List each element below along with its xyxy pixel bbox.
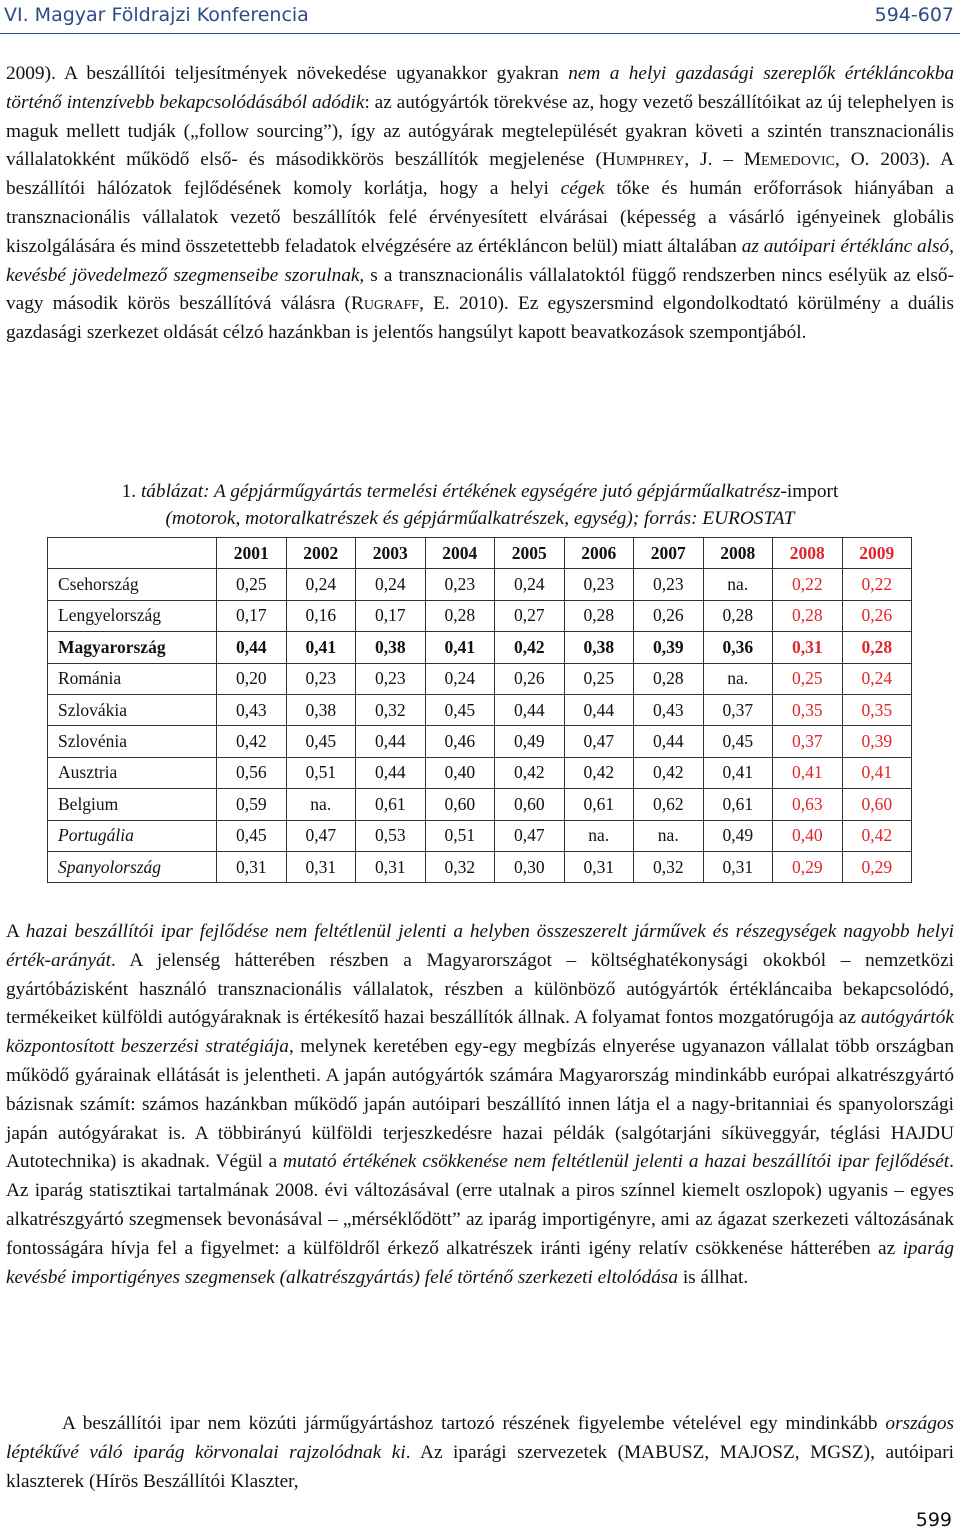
header-year-cell: 2002 bbox=[286, 538, 356, 569]
value-cell: 0,45 bbox=[703, 726, 773, 757]
value-cell: 0,44 bbox=[356, 757, 426, 788]
table-row bbox=[48, 632, 912, 663]
value-cell: 0,23 bbox=[634, 569, 704, 600]
value-cell: 0,44 bbox=[217, 632, 287, 663]
value-cell: 0,39 bbox=[842, 726, 912, 757]
table-row bbox=[48, 600, 912, 631]
value-cell: 0,32 bbox=[425, 851, 495, 882]
table-caption bbox=[6, 478, 954, 532]
value-cell: 0,56 bbox=[217, 757, 287, 788]
paragraph-1 bbox=[6, 60, 954, 348]
value-cell: 0,42 bbox=[842, 820, 912, 851]
value-cell: 0,47 bbox=[564, 726, 634, 757]
value-cell: 0,38 bbox=[286, 694, 356, 725]
text-span: . A jelenség hátterében részben a Magyarországot – költséghatékonysági okokból – nemzetközi gyártóbázisként használó transznacionális vállalatok, részben a különböző autógyártók értékláncaiba bekapcsolódó, termékeiket külföldi autógyáraknak is értékesítő hazai beszállítók állnak. A folyamat fontos mozgatórugója az bbox=[6, 949, 954, 1029]
value-cell: 0,41 bbox=[773, 757, 843, 788]
value-cell: 0,41 bbox=[286, 632, 356, 663]
running-header bbox=[0, 0, 960, 34]
value-cell: 0,46 bbox=[425, 726, 495, 757]
value-cell: 0,16 bbox=[286, 600, 356, 631]
text-span: tőke és humán erőforrások hiányában a transznacionális vállalatok vezető beszállítók felé érvényesített elvárásai (képesség a vásárló igényeinek globális kiszolgálására és mind összetettebb feladatok elvégzésére az értékláncon belül) miatt általában bbox=[6, 178, 954, 257]
emphasis-span: autógyártók központosított beszerzési stratégiája bbox=[6, 1007, 954, 1058]
value-cell: 0,42 bbox=[564, 757, 634, 788]
table-row bbox=[48, 726, 912, 757]
value-cell: 0,27 bbox=[495, 600, 565, 631]
emphasis-span: az autóipari értéklánc alsó, kevésbé jövedelmező szegmenseibe szorulnak bbox=[6, 235, 954, 286]
header-year-cell: 2004 bbox=[425, 538, 495, 569]
header-year-cell: 2001 bbox=[217, 538, 287, 569]
value-cell: 0,17 bbox=[217, 600, 287, 631]
value-cell: 0,30 bbox=[495, 851, 565, 882]
value-cell: 0,31 bbox=[773, 632, 843, 663]
country-cell: Belgium bbox=[48, 789, 217, 820]
value-cell: 0,25 bbox=[773, 663, 843, 694]
value-cell: 0,32 bbox=[634, 851, 704, 882]
value-cell: 0,24 bbox=[356, 569, 426, 600]
country-cell: Csehország bbox=[48, 569, 217, 600]
text-span: . Az iparági szervezetek (MABUSZ, MAJOSZ, MGSZ), autóipari klaszterek (Hírös Beszállítói Klaszter, bbox=[6, 1441, 954, 1492]
value-cell: 0,31 bbox=[356, 851, 426, 882]
country-cell: Ausztria bbox=[48, 757, 217, 788]
caption-title-tail: -import bbox=[780, 481, 839, 502]
value-cell: 0,23 bbox=[425, 569, 495, 600]
value-cell: 0,29 bbox=[842, 851, 912, 882]
value-cell: na. bbox=[286, 789, 356, 820]
table-row bbox=[48, 789, 912, 820]
value-cell: 0,23 bbox=[356, 663, 426, 694]
table-header-row bbox=[48, 538, 912, 569]
value-cell: 0,22 bbox=[842, 569, 912, 600]
value-cell: 0,20 bbox=[217, 663, 287, 694]
header-year-cell: 2008 bbox=[703, 538, 773, 569]
value-cell: 0,43 bbox=[217, 694, 287, 725]
value-cell: 0,25 bbox=[564, 663, 634, 694]
value-cell: 0,44 bbox=[564, 694, 634, 725]
caption-number: 1. bbox=[121, 481, 141, 502]
value-cell: 0,42 bbox=[495, 757, 565, 788]
value-cell: 0,53 bbox=[356, 820, 426, 851]
emphasis-span: nem a helyi gazdasági szereplők értékláncokba történő intenzívebb bekapcsolódásából adódik bbox=[6, 63, 954, 113]
text-span: is állhat. bbox=[678, 1266, 749, 1288]
value-cell: 0,41 bbox=[842, 757, 912, 788]
value-cell: 0,28 bbox=[564, 600, 634, 631]
value-cell: 0,60 bbox=[842, 789, 912, 820]
value-cell: 0,24 bbox=[842, 663, 912, 694]
value-cell: 0,47 bbox=[286, 820, 356, 851]
value-cell: 0,28 bbox=[425, 600, 495, 631]
text-span: . Az iparág statisztikai tartalmának 2008. évi változásával (erre utalnak a piros színnel kiemelt oszlopok) ugyanis – egyes alkatrészgyártó szegmensek bevonásával – „mérséklődött” az iparág importigényre, ami az ágazat szerkezeti változásának fontosságára hívja fel a figyelmet: a külföldről érkező alkatrészek iránti igény relatív csökkenése hátterében az bbox=[6, 1151, 954, 1259]
emphasis-span: iparág kevésbé importigényes szegmensek (alkatrészgyártás) felé történő szerkezeti eltolódása bbox=[6, 1237, 954, 1288]
text-span: , melynek keretében egy-egy megbízás elnyerése ugyanazon vállalat több országban működő gyárainak ellátását is jelentheti. A japán autógyártók számára Magyarország mindinkább európai alkatrészgyártó bázisnak számít: számos hazánkban működő japán autóipari beszállító innen látja el a nagy-britanniai és spanyolországi japán autógyárakat is. A többirányú külföldi terjeszkedésre hazai példák (salgótarjáni síküveggyár, téglási HAJDU Autotechnika) is akadnak. Végül a bbox=[6, 1036, 955, 1173]
emphasis-span: országos léptékűvé váló iparág körvonalai rajzolódnak ki bbox=[6, 1413, 954, 1463]
citation-authors: Rugraff bbox=[350, 293, 420, 315]
citation-authors: Humphrey, J. – Memedovic, O. bbox=[601, 149, 870, 171]
value-cell: 0,28 bbox=[634, 663, 704, 694]
value-cell: 0,26 bbox=[634, 600, 704, 631]
header-year-cell: 2003 bbox=[356, 538, 426, 569]
value-cell: 0,41 bbox=[425, 632, 495, 663]
country-cell: Szlovénia bbox=[48, 726, 217, 757]
value-cell: 0,42 bbox=[217, 726, 287, 757]
text-span: , s a transznacionális vállalatoktól függő rendszerben nincs esélyük az első- vagy második körös beszállítóvá válásra ( bbox=[6, 264, 954, 315]
value-cell: 0,35 bbox=[773, 694, 843, 725]
value-cell: 0,45 bbox=[425, 694, 495, 725]
text-span: A beszállítói ipar nem közúti járműgyártáshoz tartozó részének figyelembe vételével egy mindinkább bbox=[62, 1413, 886, 1434]
value-cell: 0,61 bbox=[356, 789, 426, 820]
paragraph-2 bbox=[6, 918, 954, 1292]
caption-title: táblázat: A gépjárműgyártás termelési értékének egységére jutó gépjárműalkatrész bbox=[140, 481, 781, 502]
table-row bbox=[48, 694, 912, 725]
page-number: 599 bbox=[915, 1509, 952, 1531]
import-ratio-table bbox=[47, 537, 912, 883]
value-cell: 0,42 bbox=[495, 632, 565, 663]
value-cell: 0,60 bbox=[495, 789, 565, 820]
value-cell: 0,40 bbox=[773, 820, 843, 851]
country-cell: Szlovákia bbox=[48, 694, 217, 725]
value-cell: 0,29 bbox=[773, 851, 843, 882]
country-cell: Lengyelország bbox=[48, 600, 217, 631]
value-cell: 0,28 bbox=[842, 632, 912, 663]
header-corner-cell bbox=[48, 538, 217, 569]
value-cell: 0,43 bbox=[634, 694, 704, 725]
text-span: 2009). A beszállítói teljesítmények növekedése ugyanakkor gyakran bbox=[6, 63, 569, 84]
emphasis-span: mutató értékének csökkenése nem feltétlenül jelenti a hazai beszállítói ipar fejlődését bbox=[283, 1151, 950, 1173]
text-span: A bbox=[6, 921, 26, 942]
value-cell: na. bbox=[703, 663, 773, 694]
value-cell: 0,44 bbox=[634, 726, 704, 757]
emphasis-span: cégek bbox=[560, 178, 605, 200]
value-cell: 0,38 bbox=[356, 632, 426, 663]
value-cell: 0,37 bbox=[773, 726, 843, 757]
table-row bbox=[48, 757, 912, 788]
country-cell: Románia bbox=[48, 663, 217, 694]
paragraph-3 bbox=[6, 1410, 954, 1496]
value-cell: 0,61 bbox=[564, 789, 634, 820]
value-cell: 0,31 bbox=[703, 851, 773, 882]
value-cell: 0,49 bbox=[495, 726, 565, 757]
value-cell: 0,60 bbox=[425, 789, 495, 820]
value-cell: 0,32 bbox=[356, 694, 426, 725]
value-cell: 0,26 bbox=[842, 600, 912, 631]
value-cell: na. bbox=[703, 569, 773, 600]
caption-subtitle: (motorok, motoralkatrészek és gépjárműalkatrészek, egység); forrás: EUROSTAT bbox=[165, 508, 795, 529]
value-cell: 0,36 bbox=[703, 632, 773, 663]
value-cell: 0,28 bbox=[773, 600, 843, 631]
table-row bbox=[48, 569, 912, 600]
value-cell: 0,45 bbox=[286, 726, 356, 757]
value-cell: 0,47 bbox=[495, 820, 565, 851]
country-cell: Portugália bbox=[48, 820, 217, 851]
value-cell: 0,51 bbox=[425, 820, 495, 851]
value-cell: 0,40 bbox=[425, 757, 495, 788]
table-row bbox=[48, 820, 912, 851]
country-cell: Magyarország bbox=[48, 632, 217, 663]
conference-title: VI. Magyar Földrajzi Konferencia bbox=[4, 4, 309, 26]
value-cell: 0,44 bbox=[356, 726, 426, 757]
page-range: 594-607 bbox=[874, 4, 954, 26]
value-cell: na. bbox=[564, 820, 634, 851]
header-year-cell: 2009 bbox=[842, 538, 912, 569]
value-cell: 0,24 bbox=[286, 569, 356, 600]
value-cell: na. bbox=[634, 820, 704, 851]
value-cell: 0,24 bbox=[425, 663, 495, 694]
text-span: 2003). A beszállítói hálózatok fejlődésének komoly korlátja, hogy a helyi bbox=[6, 149, 954, 200]
text-span: , E. 2010). Ez egyszersmind elgondolkodtató körülmény a duális gazdasági szerkezet oldását célzó hazánkban is jelentős hangsúlyt kapott beavatkozások szempontjából. bbox=[6, 293, 954, 344]
value-cell: 0,25 bbox=[217, 569, 287, 600]
table-row bbox=[48, 663, 912, 694]
value-cell: 0,31 bbox=[217, 851, 287, 882]
value-cell: 0,59 bbox=[217, 789, 287, 820]
value-cell: 0,23 bbox=[564, 569, 634, 600]
table-row bbox=[48, 851, 912, 882]
value-cell: 0,62 bbox=[634, 789, 704, 820]
header-year-cell: 2007 bbox=[634, 538, 704, 569]
value-cell: 0,24 bbox=[495, 569, 565, 600]
value-cell: 0,44 bbox=[495, 694, 565, 725]
text-span: : az autógyártók törekvése az, hogy vezető beszállítóikat az új telephelyen is maguk mellett tudják („follow sourcing”), így az autógyárak megtelepülését gyakran követi a szintén transznacionális vállalatokként működő első- és másodikkörös beszállítók megjelenése ( bbox=[6, 91, 955, 171]
value-cell: 0,51 bbox=[286, 757, 356, 788]
value-cell: 0,39 bbox=[634, 632, 704, 663]
value-cell: 0,42 bbox=[634, 757, 704, 788]
country-cell: Spanyolország bbox=[48, 851, 217, 882]
header-year-cell: 2005 bbox=[495, 538, 565, 569]
value-cell: 0,61 bbox=[703, 789, 773, 820]
value-cell: 0,41 bbox=[703, 757, 773, 788]
value-cell: 0,63 bbox=[773, 789, 843, 820]
header-year-cell: 2008 bbox=[773, 538, 843, 569]
value-cell: 0,31 bbox=[564, 851, 634, 882]
emphasis-span: hazai beszállítói ipar fejlődése nem feltétlenül jelenti a helyben összeszerelt járművek és részegységek nagyobb helyi érték-arányát bbox=[6, 921, 954, 971]
value-cell: 0,35 bbox=[842, 694, 912, 725]
header-year-cell: 2006 bbox=[564, 538, 634, 569]
value-cell: 0,45 bbox=[217, 820, 287, 851]
value-cell: 0,49 bbox=[703, 820, 773, 851]
value-cell: 0,31 bbox=[286, 851, 356, 882]
value-cell: 0,17 bbox=[356, 600, 426, 631]
value-cell: 0,22 bbox=[773, 569, 843, 600]
value-cell: 0,26 bbox=[495, 663, 565, 694]
value-cell: 0,23 bbox=[286, 663, 356, 694]
value-cell: 0,37 bbox=[703, 694, 773, 725]
value-cell: 0,28 bbox=[703, 600, 773, 631]
value-cell: 0,38 bbox=[564, 632, 634, 663]
